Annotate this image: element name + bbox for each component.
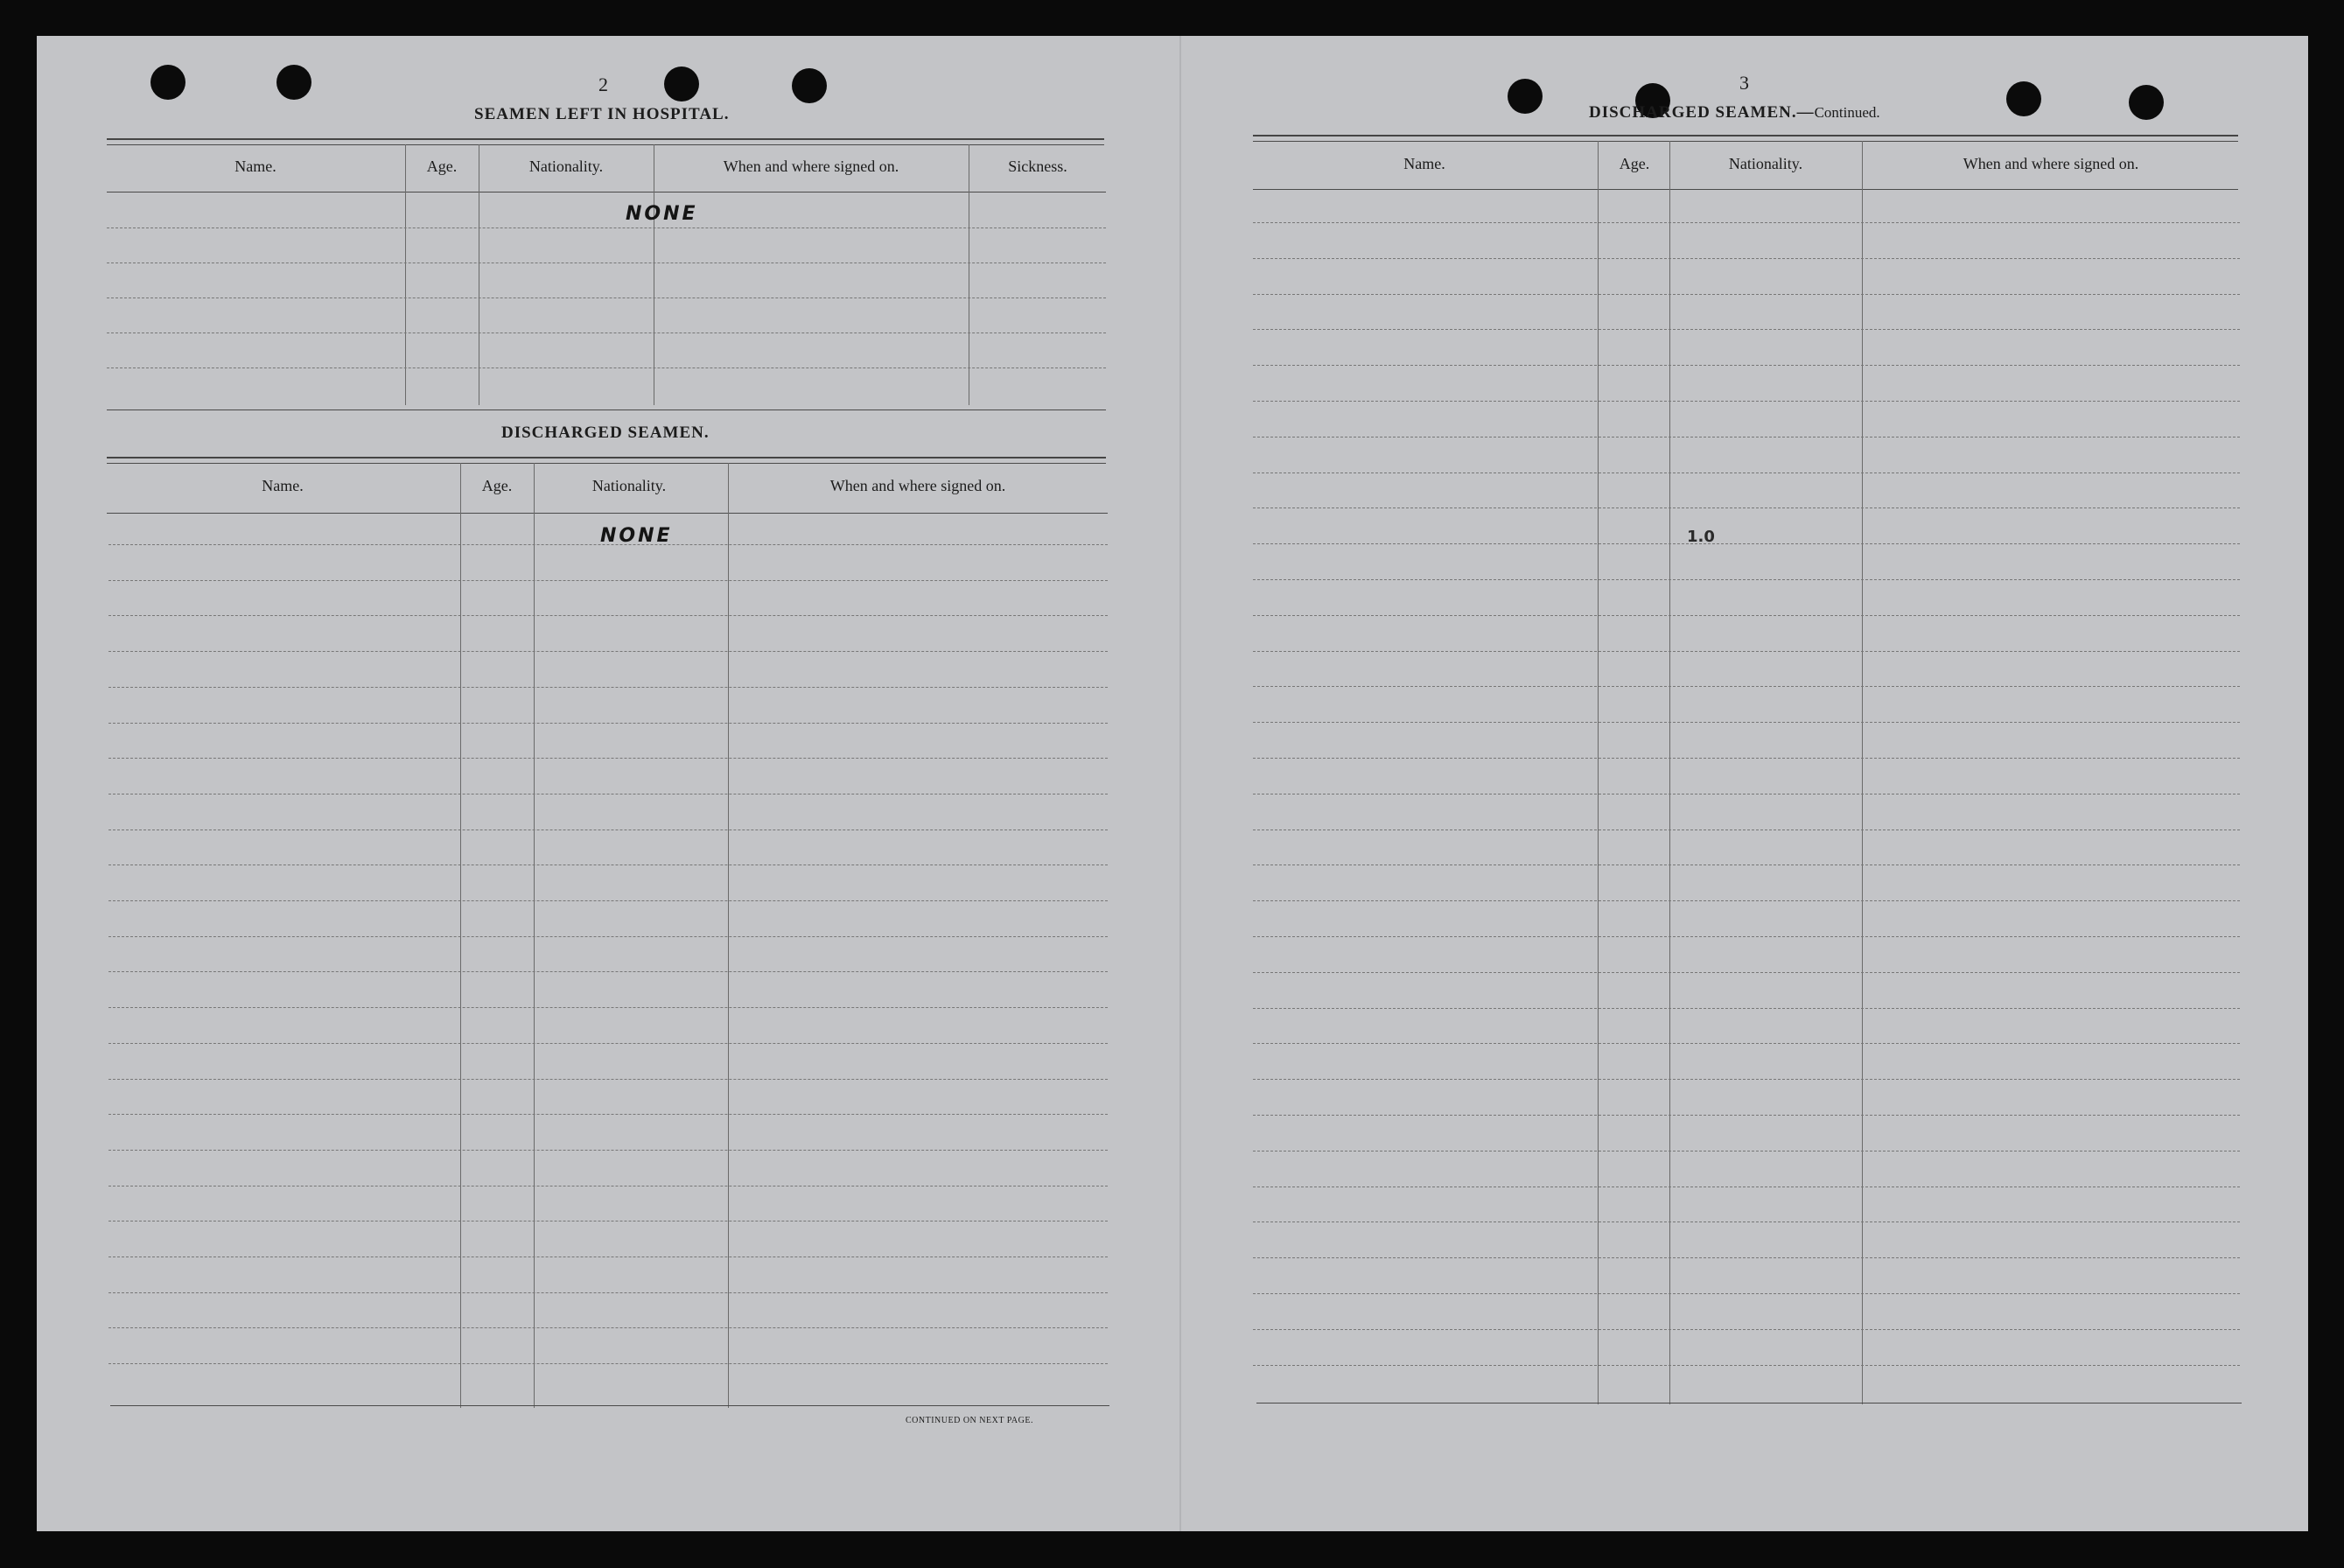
table-row <box>1253 1365 2240 1366</box>
column-header-signed-on: When and where signed on. <box>723 158 899 175</box>
punch-hole <box>2129 85 2164 120</box>
column-header-name: Name. <box>262 477 304 494</box>
table-row <box>108 580 1108 581</box>
discharged-top-rule <box>107 457 1106 458</box>
page-number-left: 2 <box>598 74 608 95</box>
table-row <box>1253 1115 2240 1116</box>
table-row <box>1253 722 2240 723</box>
table-row <box>108 1007 1108 1008</box>
column-header-sickness: Sickness. <box>1008 158 1067 175</box>
column-header-age: Age. <box>481 477 513 494</box>
right-col-divider <box>1598 141 1599 1404</box>
table-row <box>1253 1079 2240 1080</box>
column-header-nationality: Nationality. <box>528 158 604 175</box>
right-top-rule <box>1253 135 2238 136</box>
table-row <box>1253 651 2240 652</box>
table-row <box>107 332 1106 333</box>
table-row <box>108 1150 1108 1151</box>
table-row <box>1253 1008 2240 1009</box>
left-bottom-rule <box>110 1405 1109 1406</box>
page-fold <box>1179 36 1181 1531</box>
column-header-name: Name. <box>1403 155 1445 172</box>
hospital-section-title: SEAMEN LEFT IN HOSPITAL. <box>474 105 730 123</box>
table-row <box>1253 1043 2240 1044</box>
document-sheet <box>37 36 2308 1531</box>
hospital-entry-handwritten: NONE <box>626 203 698 225</box>
table-row <box>1253 1186 2240 1187</box>
right-col-divider <box>1862 141 1863 1404</box>
discharged-entry-handwritten: NONE <box>600 525 673 547</box>
table-row <box>1253 900 2240 901</box>
table-row <box>108 615 1108 616</box>
table-row <box>108 1114 1108 1115</box>
column-header-name: Name. <box>234 158 276 175</box>
discharged-continued-title-main: DISCHARGED SEAMEN.— <box>1589 103 1815 122</box>
table-row <box>108 900 1108 901</box>
right-top-rule-2 <box>1253 141 2238 142</box>
column-header-age: Age. <box>426 158 458 175</box>
column-header-nationality: Nationality. <box>1728 155 1803 172</box>
table-row <box>1253 258 2240 259</box>
table-row <box>1253 864 2240 865</box>
table-row <box>1253 437 2240 438</box>
right-bottom-rule <box>1256 1403 2242 1404</box>
table-row <box>1253 472 2240 473</box>
discharged-continued-title <box>1589 103 1880 122</box>
table-row <box>1253 294 2240 295</box>
table-row <box>108 651 1108 652</box>
table-row <box>1253 401 2240 402</box>
column-header-signed-on: When and where signed on. <box>1963 155 2139 172</box>
table-row <box>1253 1151 2240 1152</box>
punch-hole <box>150 65 185 100</box>
table-row <box>1253 365 2240 366</box>
table-row <box>108 1221 1108 1222</box>
table-row <box>108 1079 1108 1080</box>
table-row <box>1253 222 2240 223</box>
table-row <box>1253 1329 2240 1330</box>
table-row <box>108 758 1108 759</box>
table-row <box>107 262 1106 263</box>
table-row <box>108 864 1108 865</box>
punch-hole <box>276 65 311 100</box>
table-row <box>1253 1293 2240 1294</box>
table-row <box>1253 972 2240 973</box>
table-row <box>108 1043 1108 1044</box>
table-row <box>108 1363 1108 1364</box>
table-row <box>1253 758 2240 759</box>
table-row <box>1253 686 2240 687</box>
table-row <box>108 971 1108 972</box>
table-row <box>1253 579 2240 580</box>
table-row <box>108 687 1108 688</box>
discharged-top-rule-2 <box>107 463 1106 464</box>
discharged-header-rule <box>107 513 1108 514</box>
column-header-nationality: Nationality. <box>591 477 667 494</box>
hospital-top-rule-2 <box>107 144 1104 145</box>
page-number-right: 3 <box>1739 72 1749 94</box>
table-row <box>1253 329 2240 330</box>
continued-footer: CONTINUED ON NEXT PAGE. <box>906 1416 1033 1425</box>
table-row <box>1253 615 2240 616</box>
table-row <box>108 936 1108 937</box>
punch-hole <box>664 66 699 102</box>
table-row <box>1253 936 2240 937</box>
table-row <box>108 1256 1108 1257</box>
right-header-rule <box>1253 189 2238 190</box>
table-row <box>1253 543 2240 544</box>
column-header-age: Age. <box>1619 155 1650 172</box>
hospital-top-rule <box>107 138 1104 140</box>
column-header-signed-on: When and where signed on. <box>829 477 1006 494</box>
hospital-col-divider <box>405 144 406 405</box>
table-row <box>108 723 1108 724</box>
discharged-section-title: DISCHARGED SEAMEN. <box>501 424 710 442</box>
punch-hole <box>2006 81 2041 116</box>
punch-hole <box>792 68 827 103</box>
table-row <box>108 1292 1108 1293</box>
table-row <box>108 1327 1108 1328</box>
continued-label: Continued. <box>1814 104 1880 121</box>
nationality-mark: 1.0 <box>1687 528 1715 546</box>
table-row <box>1253 1257 2240 1258</box>
right-col-divider <box>1669 141 1670 1404</box>
punch-hole <box>1508 79 1543 114</box>
